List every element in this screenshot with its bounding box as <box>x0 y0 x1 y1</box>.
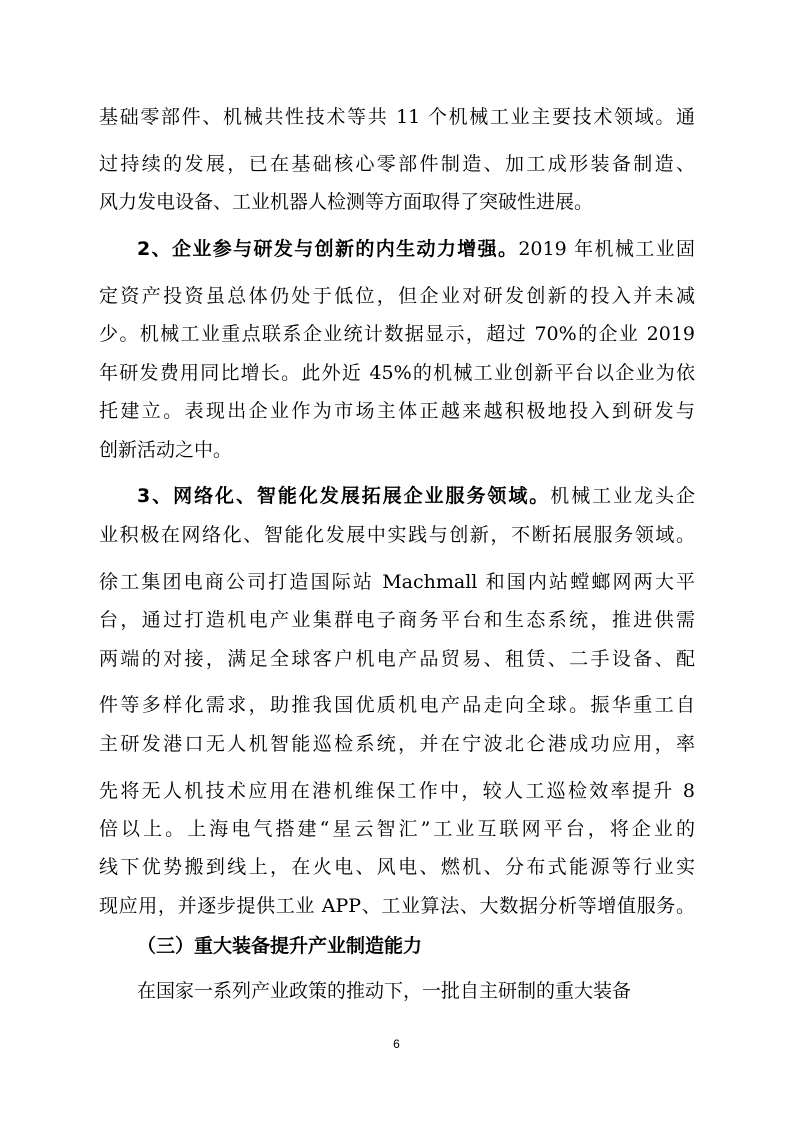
paragraph-line: 托建立。表现出企业作为市场主体正越来越积极地投入到研发与 <box>99 400 695 422</box>
paragraph-line: 徐工集团电商公司打造国际站 Machmall 和国内站螳螂网两大平 <box>99 571 695 593</box>
paragraph-text: 机械工业龙头企 <box>550 485 695 507</box>
section-heading: （三）重大装备提升产业制造能力 <box>137 935 423 957</box>
paragraph-line: 线下优势搬到线上，在火电、风电、燃机、分布式能源等行业实 <box>99 856 695 878</box>
paragraph-heading: 3、网络化、智能化发展拓展企业服务领域。 <box>137 485 551 507</box>
paragraph-line: 在国家一系列产业政策的推动下，一批自主研制的重大装备 <box>137 980 632 1002</box>
paragraph-line: 年研发费用同比增长。此外近 45%的机械工业创新平台以企业为依 <box>99 362 695 384</box>
paragraph-line: 基础零部件、机械共性技术等共 11 个机械工业主要技术领域。通 <box>99 106 695 128</box>
paragraph-line: 业积极在网络化、智能化发展中实践与创新，不断拓展服务领域。 <box>99 524 695 546</box>
paragraph-line: 台，通过打造机电产业集群电子商务平台和生态系统，推进供需 <box>99 609 695 631</box>
paragraph-line: 现应用，并逐步提供工业 APP、工业算法、大数据分析等增值服务。 <box>99 895 695 917</box>
paragraph-line: 主研发港口无人机智能巡检系统，并在宁波北仑港成功应用，率 <box>99 733 695 755</box>
paragraph-line <box>137 237 695 261</box>
paragraph-line: 风力发电设备、工业机器人检测等方面取得了突破性进展。 <box>99 191 594 213</box>
paragraph-line: 少。机械工业重点联系企业统计数据显示，超过 70%的企业 2019 <box>99 323 695 345</box>
paragraph-line: 两端的对接，满足全球客户机电产品贸易、租赁、二手设备、配 <box>99 648 695 670</box>
paragraph-line <box>137 484 695 508</box>
page-number: 6 <box>393 1037 400 1051</box>
paragraph-line: 过持续的发展，已在基础核心零部件制造、加工成形装备制造、 <box>99 153 695 175</box>
paragraph-line: 倍以上。上海电气搭建“星云智汇”工业互联网平台，将企业的 <box>99 818 695 840</box>
paragraph-line: 定资产投资虽总体仍处于低位，但企业对研发创新的投入并未减 <box>99 285 695 307</box>
paragraph-line: 创新活动之中。 <box>99 439 233 461</box>
paragraph-text: 2019 年机械工业固 <box>518 238 695 260</box>
paragraph-line: 先将无人机技术应用在港机维保工作中，较人工巡检效率提升 8 <box>99 780 695 802</box>
paragraph-line: 件等多样化需求，助推我国优质机电产品走向全球。振华重工自 <box>99 694 695 716</box>
paragraph-heading: 2、企业参与研发与创新的内生动力增强。 <box>137 238 519 260</box>
